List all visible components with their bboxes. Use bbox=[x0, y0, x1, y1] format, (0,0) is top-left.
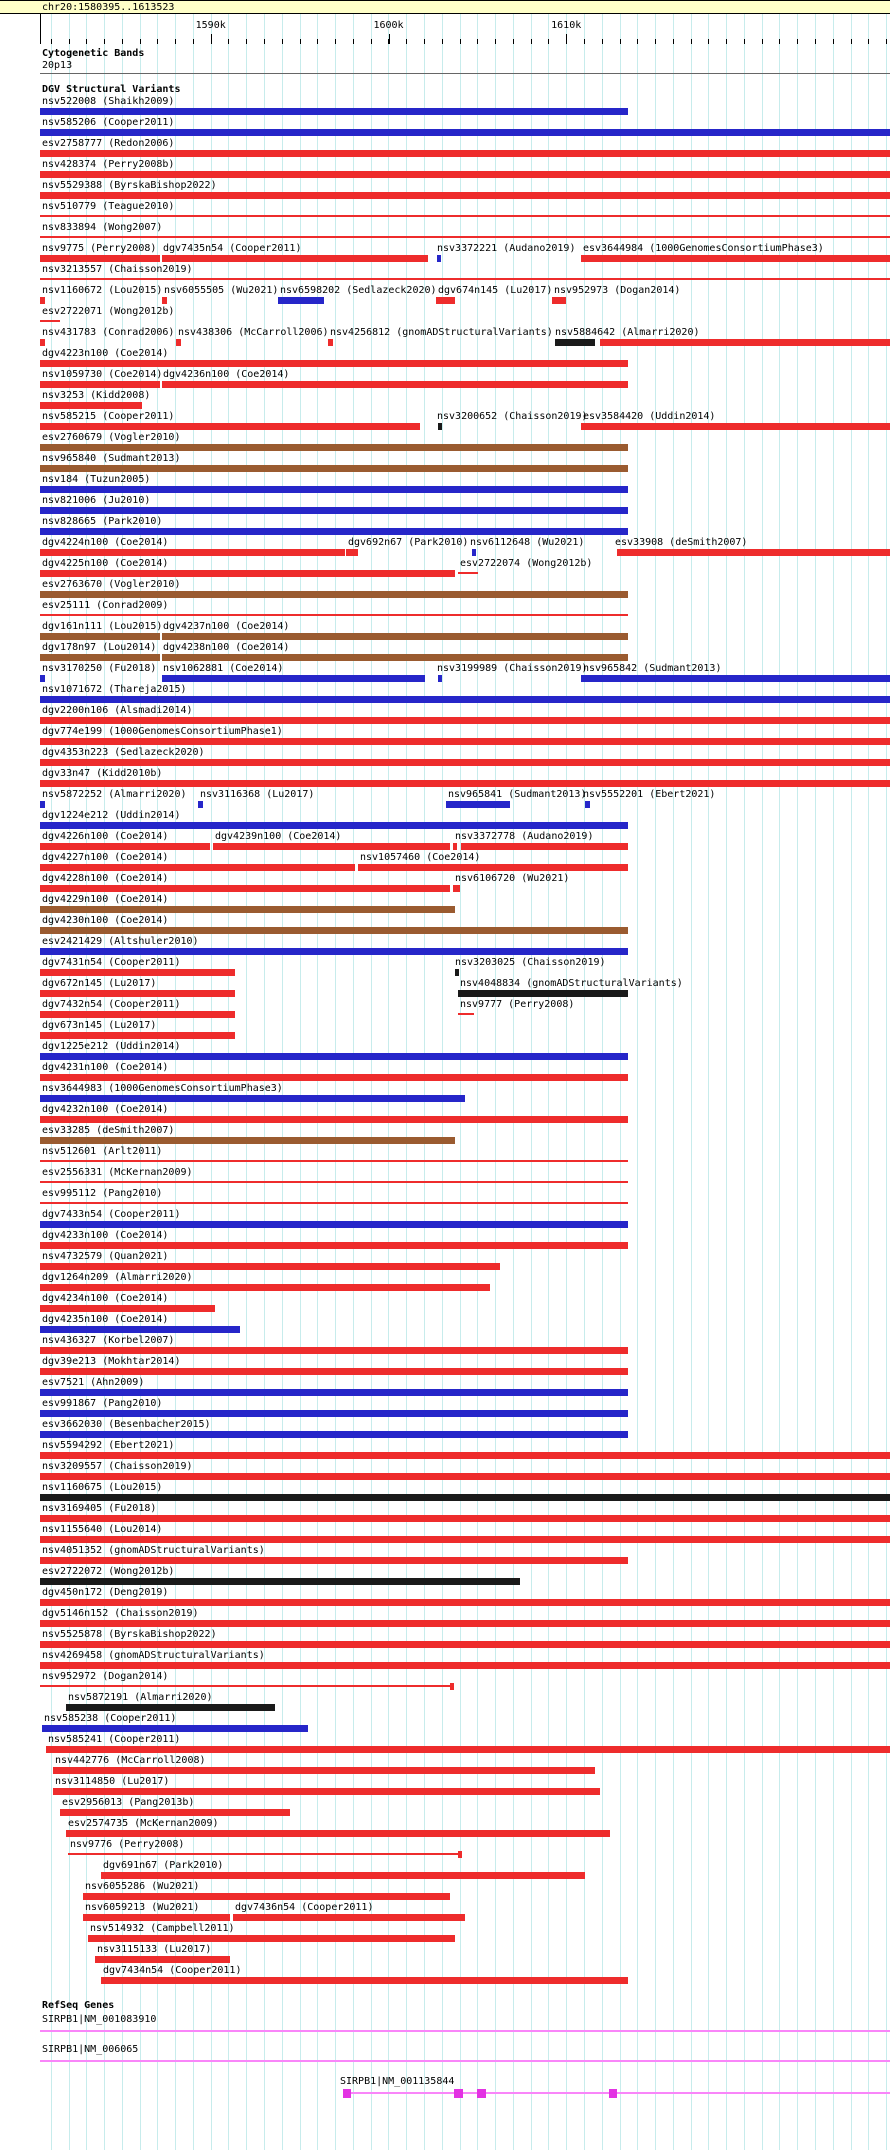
variant-label[interactable]: dgv4353n223 (Sedlazeck2020) bbox=[42, 747, 205, 758]
variant-label[interactable]: dgv672n145 (Lu2017) bbox=[42, 978, 157, 989]
variant-label[interactable]: dgv4227n100 (Coe2014) bbox=[42, 852, 169, 863]
gene-label[interactable]: SIRPB1|NM_001083910 bbox=[42, 2014, 157, 2025]
variant-label[interactable]: dgv7435n54 (Cooper2011) bbox=[163, 243, 302, 254]
variant-label[interactable]: nsv3199989 (Chaisson2019) bbox=[437, 663, 588, 674]
variant-label[interactable]: esv3644984 (1000GenomesConsortiumPhase3) bbox=[583, 243, 824, 254]
section-title-refseq: RefSeq Genes bbox=[42, 2000, 115, 2011]
variant-label[interactable]: esv2722074 (Wong2012b) bbox=[460, 558, 593, 569]
variant-label[interactable]: nsv9775 (Perry2008) bbox=[42, 243, 157, 254]
variant-label[interactable]: nsv5872252 (Almarri2020) bbox=[42, 789, 187, 800]
gene-exon[interactable] bbox=[477, 2089, 486, 2098]
variant-label[interactable]: dgv4235n100 (Coe2014) bbox=[42, 1314, 169, 1325]
variant-label[interactable]: nsv5884642 (Almarri2020) bbox=[555, 327, 700, 338]
gene-exon[interactable] bbox=[609, 2089, 617, 2098]
variant-label[interactable]: dgv4229n100 (Coe2014) bbox=[42, 894, 169, 905]
variant-label[interactable]: dgv7433n54 (Cooper2011) bbox=[42, 1209, 181, 1220]
variant-label[interactable]: nsv184 (Tuzun2005) bbox=[42, 474, 151, 485]
variant-label[interactable]: esv2421429 (Altshuler2010) bbox=[42, 936, 199, 947]
variant-label[interactable]: nsv3200652 (Chaisson2019) bbox=[437, 411, 588, 422]
variant-label[interactable]: nsv1059730 (Coe2014) bbox=[42, 369, 163, 380]
variant-label[interactable]: esv25111 (Conrad2009) bbox=[42, 600, 169, 611]
variant-label[interactable]: dgv7431n54 (Cooper2011) bbox=[42, 957, 181, 968]
ruler-tick-label: 1590k bbox=[195, 20, 226, 31]
variant-label[interactable]: dgv178n97 (Lou2014) bbox=[42, 642, 157, 653]
variant-label[interactable]: dgv692n67 (Park2010) bbox=[348, 537, 469, 548]
variant-label[interactable]: esv33285 (deSmith2007) bbox=[42, 1125, 175, 1136]
variant-label[interactable]: nsv965840 (Sudmant2013) bbox=[42, 453, 181, 464]
variant-label[interactable]: dgv4232n100 (Coe2014) bbox=[42, 1104, 169, 1115]
gene-label[interactable]: SIRPB1|NM_001135844 bbox=[340, 2076, 455, 2087]
variant-label[interactable]: nsv965841 (Sudmant2013) bbox=[448, 789, 587, 800]
variant-label[interactable]: dgv4224n100 (Coe2014) bbox=[42, 537, 169, 548]
variant-label[interactable]: nsv514932 (Campbell2011) bbox=[90, 1923, 235, 1934]
variant-label[interactable]: nsv5529388 (ByrskaBishop2022) bbox=[42, 180, 217, 191]
variant-label[interactable]: nsv1071672 (Thareja2015) bbox=[42, 684, 187, 695]
variant-label[interactable]: esv991867 (Pang2010) bbox=[42, 1398, 163, 1409]
variant-label[interactable]: nsv436327 (Korbel2007) bbox=[42, 1335, 175, 1346]
variant-label[interactable]: nsv3203025 (Chaisson2019) bbox=[455, 957, 606, 968]
variant-label[interactable]: esv2574735 (McKernan2009) bbox=[68, 1818, 219, 1829]
variant-label[interactable]: nsv438306 (McCarroll2006) bbox=[178, 327, 329, 338]
variant-label[interactable]: dgv4237n100 (Coe2014) bbox=[163, 621, 290, 632]
variant-label[interactable]: nsv431783 (Conrad2006) bbox=[42, 327, 175, 338]
variant-label[interactable]: dgv4233n100 (Coe2014) bbox=[42, 1230, 169, 1241]
variant-label[interactable]: nsv510779 (Teague2010) bbox=[42, 201, 175, 212]
variant-label[interactable]: nsv821006 (Ju2010) bbox=[42, 495, 151, 506]
variant-label[interactable]: nsv6598202 (Sedlazeck2020) bbox=[280, 285, 437, 296]
variant-label[interactable]: dgv4226n100 (Coe2014) bbox=[42, 831, 169, 842]
variant-label[interactable]: nsv828665 (Park2010) bbox=[42, 516, 163, 527]
variant-label[interactable]: nsv4269458 (gnomADStructuralVariants) bbox=[42, 1650, 265, 1661]
variant-label[interactable]: dgv7436n54 (Cooper2011) bbox=[235, 1902, 374, 1913]
variant-label[interactable]: esv3662030 (Besenbacher2015) bbox=[42, 1419, 211, 1430]
variant-label[interactable]: nsv3114850 (Lu2017) bbox=[55, 1776, 170, 1787]
variant-label[interactable]: dgv691n67 (Park2010) bbox=[103, 1860, 224, 1871]
variant-label[interactable]: esv2758777 (Redon2006) bbox=[42, 138, 175, 149]
gene-line[interactable] bbox=[40, 2060, 890, 2062]
variant-label[interactable]: nsv5594292 (Ebert2021) bbox=[42, 1440, 175, 1451]
variant-label[interactable]: nsv428374 (Perry2008b) bbox=[42, 159, 175, 170]
variant-label[interactable]: nsv3372221 (Audano2019) bbox=[437, 243, 576, 254]
gene-exon[interactable] bbox=[343, 2089, 351, 2098]
variant-label[interactable]: dgv39e213 (Mokhtar2014) bbox=[42, 1356, 181, 1367]
variant-label[interactable]: nsv4048834 (gnomADStructuralVariants) bbox=[460, 978, 683, 989]
variant-label[interactable]: esv2956013 (Pang2013b) bbox=[62, 1797, 195, 1808]
variant-label[interactable]: nsv833894 (Wong2007) bbox=[42, 222, 163, 233]
variant-label[interactable]: nsv3169405 (Fu2018) bbox=[42, 1503, 157, 1514]
variant-label[interactable]: nsv3170250 (Fu2018) bbox=[42, 663, 157, 674]
variant-label[interactable]: nsv5872191 (Almarri2020) bbox=[68, 1692, 213, 1703]
variant-label[interactable]: dgv1224e212 (Uddin2014) bbox=[42, 810, 181, 821]
variant-label[interactable]: esv2556331 (McKernan2009) bbox=[42, 1167, 193, 1178]
variant-label[interactable]: nsv585241 (Cooper2011) bbox=[48, 1734, 181, 1745]
variant-label[interactable]: nsv6055286 (Wu2021) bbox=[85, 1881, 200, 1892]
variant-label[interactable]: esv33908 (deSmith2007) bbox=[615, 537, 748, 548]
variant-label[interactable]: esv2722071 (Wong2012b) bbox=[42, 306, 175, 317]
variant-label[interactable]: esv2722072 (Wong2012b) bbox=[42, 1566, 175, 1577]
variant-label[interactable]: nsv6059213 (Wu2021) bbox=[85, 1902, 200, 1913]
variant-label[interactable]: nsv9777 (Perry2008) bbox=[460, 999, 575, 1010]
section-title-cytobands: Cytogenetic Bands bbox=[42, 48, 145, 59]
region-coordinates: chr20:1580395..1613523 bbox=[42, 2, 175, 13]
gene-line[interactable] bbox=[40, 2030, 890, 2032]
ruler-tick-label: 1600k bbox=[373, 20, 404, 31]
variant-label[interactable]: nsv4732579 (Quan2021) bbox=[42, 1251, 169, 1262]
variant-label[interactable]: dgv7434n54 (Cooper2011) bbox=[103, 1965, 242, 1976]
variant-label[interactable]: esv2763670 (Vogler2010) bbox=[42, 579, 181, 590]
variant-label[interactable]: nsv3213557 (Chaisson2019) bbox=[42, 264, 193, 275]
variant-label[interactable]: nsv6055505 (Wu2021) bbox=[164, 285, 279, 296]
variant-label[interactable]: nsv6106720 (Wu2021) bbox=[455, 873, 570, 884]
variant-label[interactable]: nsv1062881 (Coe2014) bbox=[163, 663, 284, 674]
variant-label[interactable]: dgv4239n100 (Coe2014) bbox=[215, 831, 342, 842]
variant-label[interactable]: nsv3253 (Kidd2008) bbox=[42, 390, 151, 401]
variant-label[interactable]: dgv4223n100 (Coe2014) bbox=[42, 348, 169, 359]
variant-label[interactable]: esv7521 (Ahn2009) bbox=[42, 1377, 145, 1388]
variant-label[interactable]: nsv3372778 (Audano2019) bbox=[455, 831, 594, 842]
gene-label[interactable]: SIRPB1|NM_006065 bbox=[42, 2044, 139, 2055]
variant-label[interactable]: dgv33n47 (Kidd2010b) bbox=[42, 768, 163, 779]
variant-label[interactable]: nsv3644983 (1000GenomesConsortiumPhase3) bbox=[42, 1083, 283, 1094]
cytoband-label: 20p13 bbox=[42, 60, 73, 71]
variant-label[interactable]: dgv4238n100 (Coe2014) bbox=[163, 642, 290, 653]
variant-label[interactable]: nsv9776 (Perry2008) bbox=[70, 1839, 185, 1850]
variant-label[interactable]: dgv4234n100 (Coe2014) bbox=[42, 1293, 169, 1304]
variant-label[interactable]: dgv674n145 (Lu2017) bbox=[438, 285, 553, 296]
variant-label[interactable]: dgv774e199 (1000GenomesConsortiumPhase1) bbox=[42, 726, 283, 737]
variant-label[interactable]: nsv6112648 (Wu2021) bbox=[470, 537, 585, 548]
variant-label[interactable]: nsv5552201 (Ebert2021) bbox=[583, 789, 716, 800]
variant-label[interactable]: nsv952973 (Dogan2014) bbox=[554, 285, 681, 296]
variant-label[interactable]: nsv442776 (McCarroll2008) bbox=[55, 1755, 206, 1766]
variant-label[interactable]: dgv4225n100 (Coe2014) bbox=[42, 558, 169, 569]
variant-label[interactable]: nsv512601 (Arlt2011) bbox=[42, 1146, 163, 1157]
variant-label[interactable]: nsv522008 (Shaikh2009) bbox=[42, 96, 175, 107]
variant-label[interactable]: dgv4228n100 (Coe2014) bbox=[42, 873, 169, 884]
variant-label[interactable]: nsv585215 (Cooper2011) bbox=[42, 411, 175, 422]
variant-label[interactable]: nsv585238 (Cooper2011) bbox=[44, 1713, 177, 1724]
variant-label[interactable]: nsv3209557 (Chaisson2019) bbox=[42, 1461, 193, 1472]
variant-label[interactable]: nsv965842 (Sudmant2013) bbox=[583, 663, 722, 674]
variant-label[interactable]: dgv1225e212 (Uddin2014) bbox=[42, 1041, 181, 1052]
variant-label[interactable]: dgv673n145 (Lu2017) bbox=[42, 1020, 157, 1031]
variant-label[interactable]: nsv5525878 (ByrskaBishop2022) bbox=[42, 1629, 217, 1640]
variant-label[interactable]: dgv161n111 (Lou2015) bbox=[42, 621, 163, 632]
variant-label[interactable]: nsv952972 (Dogan2014) bbox=[42, 1671, 169, 1682]
variant-label[interactable]: esv3584420 (Uddin2014) bbox=[583, 411, 716, 422]
variant-label[interactable]: nsv1057460 (Coe2014) bbox=[360, 852, 481, 863]
variant-label[interactable]: nsv1160675 (Lou2015) bbox=[42, 1482, 163, 1493]
ruler-tick-label: 1610k bbox=[551, 20, 582, 31]
variant-label[interactable]: dgv7432n54 (Cooper2011) bbox=[42, 999, 181, 1010]
variant-label[interactable]: nsv3116368 (Lu2017) bbox=[200, 789, 315, 800]
variant-label[interactable]: dgv1264n209 (Almarri2020) bbox=[42, 1272, 193, 1283]
variant-label[interactable]: dgv4230n100 (Coe2014) bbox=[42, 915, 169, 926]
variant-label[interactable]: dgv4236n100 (Coe2014) bbox=[163, 369, 290, 380]
variant-label[interactable]: esv2760679 (Vogler2010) bbox=[42, 432, 181, 443]
variant-label[interactable]: nsv1155640 (Lou2014) bbox=[42, 1524, 163, 1535]
variant-label[interactable]: dgv450n172 (Deng2019) bbox=[42, 1587, 169, 1598]
section-title-dgv: DGV Structural Variants bbox=[42, 84, 181, 95]
gene-exon[interactable] bbox=[454, 2089, 463, 2098]
variant-label[interactable]: dgv4231n100 (Coe2014) bbox=[42, 1062, 169, 1073]
variant-label[interactable]: nsv4256812 (gnomADStructuralVariants) bbox=[330, 327, 553, 338]
variant-label[interactable]: nsv3115133 (Lu2017) bbox=[97, 1944, 212, 1955]
variant-label[interactable]: dgv2200n106 (Alsmadi2014) bbox=[42, 705, 193, 716]
variant-label[interactable]: esv995112 (Pang2010) bbox=[42, 1188, 163, 1199]
variant-label[interactable]: nsv1160672 (Lou2015) bbox=[42, 285, 163, 296]
variant-label[interactable]: dgv5146n152 (Chaisson2019) bbox=[42, 1608, 199, 1619]
variant-label[interactable]: nsv4051352 (gnomADStructuralVariants) bbox=[42, 1545, 265, 1556]
variant-label[interactable]: nsv585206 (Cooper2011) bbox=[42, 117, 175, 128]
